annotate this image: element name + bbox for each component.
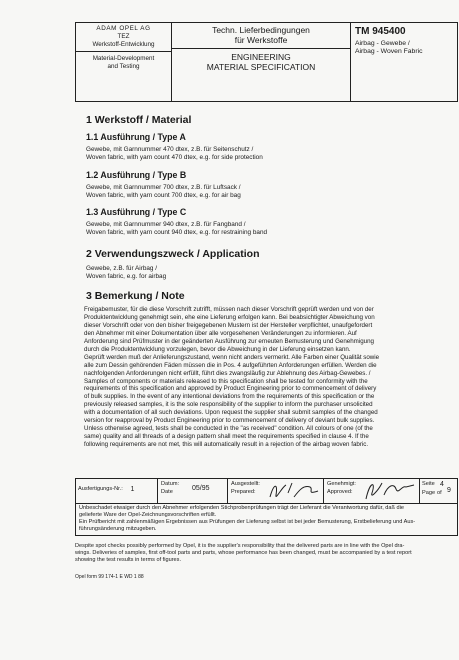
page-label: Seite xyxy=(422,481,435,487)
header-title xyxy=(172,23,351,101)
header-department xyxy=(76,23,172,101)
type-c-heading: 1.3 Ausführung / Type C xyxy=(86,207,187,218)
application-line1: Gewebe, z.B. für Airbag / xyxy=(86,264,158,272)
title-de-line1: Techn. Lieferbedingungen xyxy=(212,25,310,35)
department-abbr: TEZ xyxy=(117,33,130,40)
of-label-en: of xyxy=(437,490,442,496)
liability-footer xyxy=(75,503,458,536)
date-label-en: Date xyxy=(161,489,173,495)
issue-value: 1 xyxy=(130,486,135,493)
of-value: 9 xyxy=(447,487,451,494)
subject-line1: Airbag - Gewebe / xyxy=(355,40,410,47)
type-b-line1: Gewebe, mit Garnnummer 700 dtex, z.B. für Luftsack / xyxy=(86,183,241,191)
department-de: Werkstoff-Entwicklung xyxy=(92,41,155,48)
note-line: with a documentation of all such deviations. Upon request the supplier shall submit samples of the changed xyxy=(84,409,378,417)
company-name: ADAM OPEL AG xyxy=(96,25,151,32)
note-line: Samples of components or materials released to this specification shall be tested for conformity with the xyxy=(84,377,368,385)
application-line2: Woven fabric, e.g. for airbag xyxy=(86,273,167,281)
footer-line7: showing the test results in terms of figures. xyxy=(75,557,182,563)
note-line: version for reapproval by Product Engineering prior to commencement of delivery of deviant bulk supplies. xyxy=(84,417,375,425)
issue-label: Ausfertigungs-Nr.: xyxy=(78,486,123,492)
note-line: Unless otherwise agreed, tests shall be conducted in the "as received" condition. All colours of one (of the xyxy=(84,424,373,432)
type-a-line1: Gewebe, mit Garnnummer 470 dtex, z.B. für Seitenschutz / xyxy=(86,146,254,153)
note-text xyxy=(84,306,448,448)
form-number: Opel form 99 174-1 E WD 1 88 xyxy=(75,574,144,580)
note-line: Produktentwicklung genehmigt sein, ehe eine Lieferung erfolgen kann. Bei beabsichtigter Abweichung von xyxy=(84,314,375,322)
type-b-line2: Woven fabric, with yarn count 700 dtex, e.g. for air bag xyxy=(86,191,241,199)
prepared-label-en: Prepared: xyxy=(231,489,256,495)
footer-line4: führungsänderung mitzugeben. xyxy=(79,526,157,532)
department-en-line1: Material-Development xyxy=(92,55,155,62)
section1-heading: 1 Werkstoff / Material xyxy=(86,114,192,126)
date-cell xyxy=(158,479,228,503)
approved-signature-icon xyxy=(360,479,418,503)
header-spec xyxy=(351,23,457,101)
type-c-line2: Woven fabric, with yarn count 940 dtex, e.g. for restraining band xyxy=(86,229,268,237)
footer-line3: Ein Prüfbericht mit zahlenmäßigen Ergebnissen aus Prüfungen der Lieferung selbst ist bei jeder Bemusterung, Erstbelieferung und Aus- xyxy=(79,519,416,525)
prepared-cell xyxy=(228,479,324,503)
note-line: requirements of this specification and approved by Product Engineering prior to commencement of delivery xyxy=(84,385,377,393)
date-label: Datum: xyxy=(161,481,180,487)
department-en-line2: and Testing xyxy=(107,63,140,70)
footer-line2: gelieferte Ware der Opel-Zeichnungsvorschriften erfüllt. xyxy=(79,512,217,518)
type-a-line2: Woven fabric, with yarn count 470 dtex, e.g. for side protection xyxy=(86,154,263,162)
section3-heading: 3 Bemerkung / Note xyxy=(86,290,185,303)
english-footer xyxy=(75,543,455,564)
note-line: Anforderung sind Prüfmuster in der geänderten Ausführung zur erneuten Bemusterung und Genehmigung xyxy=(84,338,374,345)
title-de-line2: für Werkstoffe xyxy=(234,34,288,45)
type-c-line1: Gewebe, mit Garnnummer 940 dtex, z.B. für Fangband / xyxy=(86,221,246,229)
note-line: of bulk supplies. In the event of any intentional deviations from the requirements of this specification or the xyxy=(84,393,375,401)
signature-block xyxy=(75,478,458,504)
issue-cell xyxy=(76,479,158,503)
header-box xyxy=(75,22,458,102)
approved-label-en: Approved: xyxy=(327,489,353,495)
tm-number: TM 945400 xyxy=(355,26,406,37)
note-line: Geprüft werden muß der Anlieferungszustand, wenn nicht anders vermerkt. Alle Farben einer Qualität sowie xyxy=(84,353,380,361)
note-line: Freigabemuster, für die diese Vorschrift zutrifft, müssen nach dieser Vorschrift geprüft werden und von der xyxy=(84,306,374,314)
note-line: following requirements are not met, this will automatically result in a rejection of the airbag woven fabric. xyxy=(84,440,369,448)
title-en-line2: MATERIAL SPECIFICATION xyxy=(206,61,316,72)
note-line: nachfolgenden Anforderungen nicht erfüllt, führt dies zwangsläufig zur Ablehnung des Airbag-Gewebes. / xyxy=(84,369,371,377)
note-line: previously released samples, it is the sole responsibility of the supplier to inform the purchaser unsolicited xyxy=(84,401,373,409)
page-value: 4 xyxy=(440,481,444,488)
footer-line6: wings. Deliveries of samples, first off-tool parts and parts, whose performance has been changed, must be accompanied by a test report xyxy=(75,550,412,556)
approved-label: Genehmigt: xyxy=(327,481,356,487)
note-line: same) quality and all threads of a design pattern shall meet the requirements specified in clause 4. If the xyxy=(84,432,369,440)
note-line: durch die Produktentwicklung vorzulegen, bevor die Abweichung in der Lieferung einsetzen kann. xyxy=(84,345,351,353)
prepared-signature-icon xyxy=(266,479,322,503)
note-line: alle zum Dessin gehörenden Fäden müssen die in Pos. 4 aufgeführten Anforderungen erfüllen. Werden die xyxy=(84,361,377,369)
footer-line5: Despite spot checks possibly performed by Opel, it is the supplier's responsibility that the delivered parts are in line with the Opel dra- xyxy=(75,543,405,549)
type-b-heading: 1.2 Ausführung / Type B xyxy=(86,169,187,180)
page-label-en: Page xyxy=(422,490,436,496)
title-en-line1: ENGINEERING xyxy=(231,52,291,62)
date-value: 05/95 xyxy=(192,485,210,492)
type-a-heading: 1.1 Ausführung / Type A xyxy=(86,132,186,142)
note-line: dieser Vorschrift oder von den bisher freigegebenen Mustern ist der Hersteller verpflichtet, unaufgefordert xyxy=(84,322,373,330)
footer-line1: Unbeschadet etwaiger durch den Abnehmer erfolgenden Stichprobenprüfungen trägt der Lieferant die Verantwortung dafür, daß die xyxy=(79,505,404,511)
approved-cell xyxy=(324,479,420,503)
section2-heading: 2 Verwendungszweck / Application xyxy=(86,247,260,260)
prepared-label: Ausgestellt: xyxy=(231,481,260,487)
note-line: den Abnehmer mit einer Dokumentation über alle vorgesehenen Veränderungen zu informieren. Auf xyxy=(84,330,357,338)
main-content xyxy=(86,112,448,449)
page-cell xyxy=(420,479,457,503)
subject-line2: Airbag - Woven Fabric xyxy=(355,48,423,55)
